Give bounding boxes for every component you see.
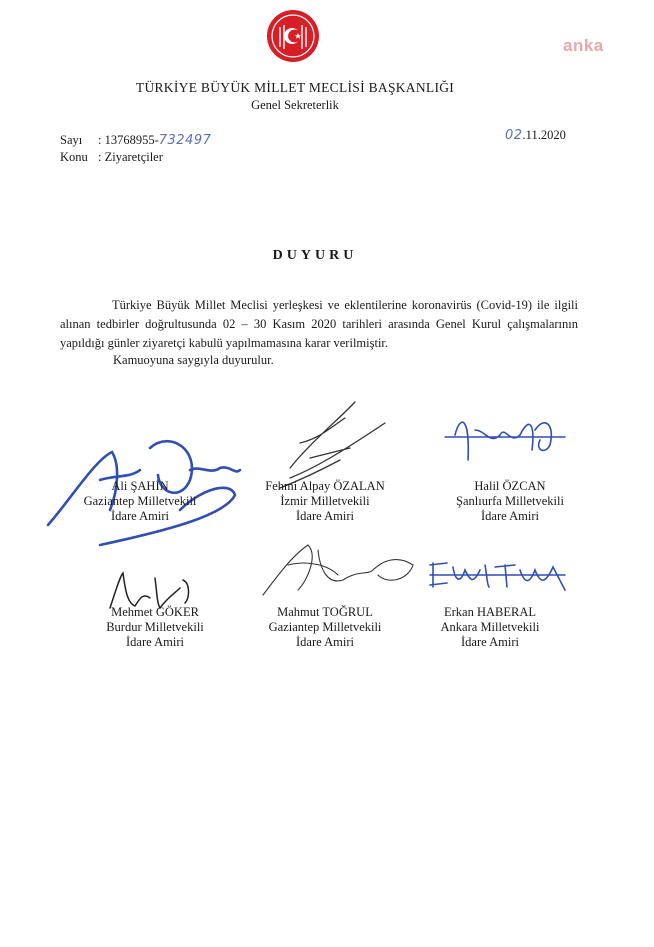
closing-line: Kamuoyuna saygıyla duyurulur. xyxy=(113,353,274,367)
konu-value: : Ziyaretçiler xyxy=(98,150,163,164)
signatory-constituency: Gaziantep Milletvekili xyxy=(268,620,382,634)
document-date xyxy=(505,128,566,143)
institution-title: TÜRKİYE BÜYÜK MİLLET MECLİSİ BAŞKANLIĞI xyxy=(135,80,455,95)
date-value: .11.2020 xyxy=(522,128,566,142)
signature-halil-ozcan xyxy=(440,405,570,470)
signatory-title: İdare Amiri xyxy=(111,509,169,523)
sayi-value: : 13768955- xyxy=(98,133,159,147)
signatory-ali-sahin xyxy=(40,479,240,524)
signatory-name: Halil ÖZCAN xyxy=(474,479,546,493)
agency-watermark: anka xyxy=(563,36,604,55)
sayi-label: Sayı xyxy=(60,133,83,147)
signatory-title: İdare Amiri xyxy=(461,635,519,649)
signatory-constituency: Burdur Milletvekili xyxy=(106,620,204,634)
signatory-mahmut-togrul xyxy=(230,605,420,650)
signatory-title: İdare Amiri xyxy=(481,509,539,523)
date-handwritten-day: 02 xyxy=(505,128,523,143)
signatory-fehmi-alpay-ozalan xyxy=(230,479,420,524)
signatory-title: İdare Amiri xyxy=(296,509,354,523)
signatory-erkan-haberal xyxy=(400,605,580,650)
signatory-constituency: Gaziantep Milletvekili xyxy=(83,494,197,508)
signatory-name: Mahmut TOĞRUL xyxy=(277,605,373,619)
konu-line xyxy=(60,150,163,165)
signature-erkan-haberal xyxy=(425,555,575,595)
sayi-line xyxy=(60,133,211,148)
signatory-constituency: İzmir Milletvekili xyxy=(280,494,370,508)
signatory-name: Ali ŞAHİN xyxy=(111,479,169,493)
signatory-name: Mehmet GÖKER xyxy=(111,605,199,619)
konu-label: Konu xyxy=(60,150,88,164)
signatory-halil-ozcan xyxy=(420,479,600,524)
signatory-constituency: Ankara Milletvekili xyxy=(440,620,540,634)
signatory-name: Fehmi Alpay ÖZALAN xyxy=(265,479,385,493)
signatory-mehmet-goker xyxy=(60,605,250,650)
department-subtitle: Genel Sekreterlik xyxy=(251,98,339,112)
announcement-heading: DUYURU xyxy=(272,248,358,263)
announcement-body xyxy=(60,296,578,353)
signature-mahmut-togrul xyxy=(258,535,418,605)
tbmm-emblem-icon xyxy=(266,9,320,63)
sayi-handwritten-number: 732497 xyxy=(158,133,212,148)
announcement-paragraph: Türkiye Büyük Millet Meclisi yerleşkesi ve eklentilerine koronavirüs (Covid-19) ile ilgili alınan tedbirler doğrultusunda 02 – 30 Kasım 2020 tarihleri arasında Genel Kurul çalışmalarının yapıldığı günler ziyaretçi kabulü yapılmamasına karar verilmiştir. xyxy=(60,298,578,350)
signatory-title: İdare Amiri xyxy=(296,635,354,649)
signatory-title: İdare Amiri xyxy=(126,635,184,649)
signatory-constituency: Şanlıurfa Milletvekili xyxy=(456,494,564,508)
signatory-name: Erkan HABERAL xyxy=(444,605,536,619)
